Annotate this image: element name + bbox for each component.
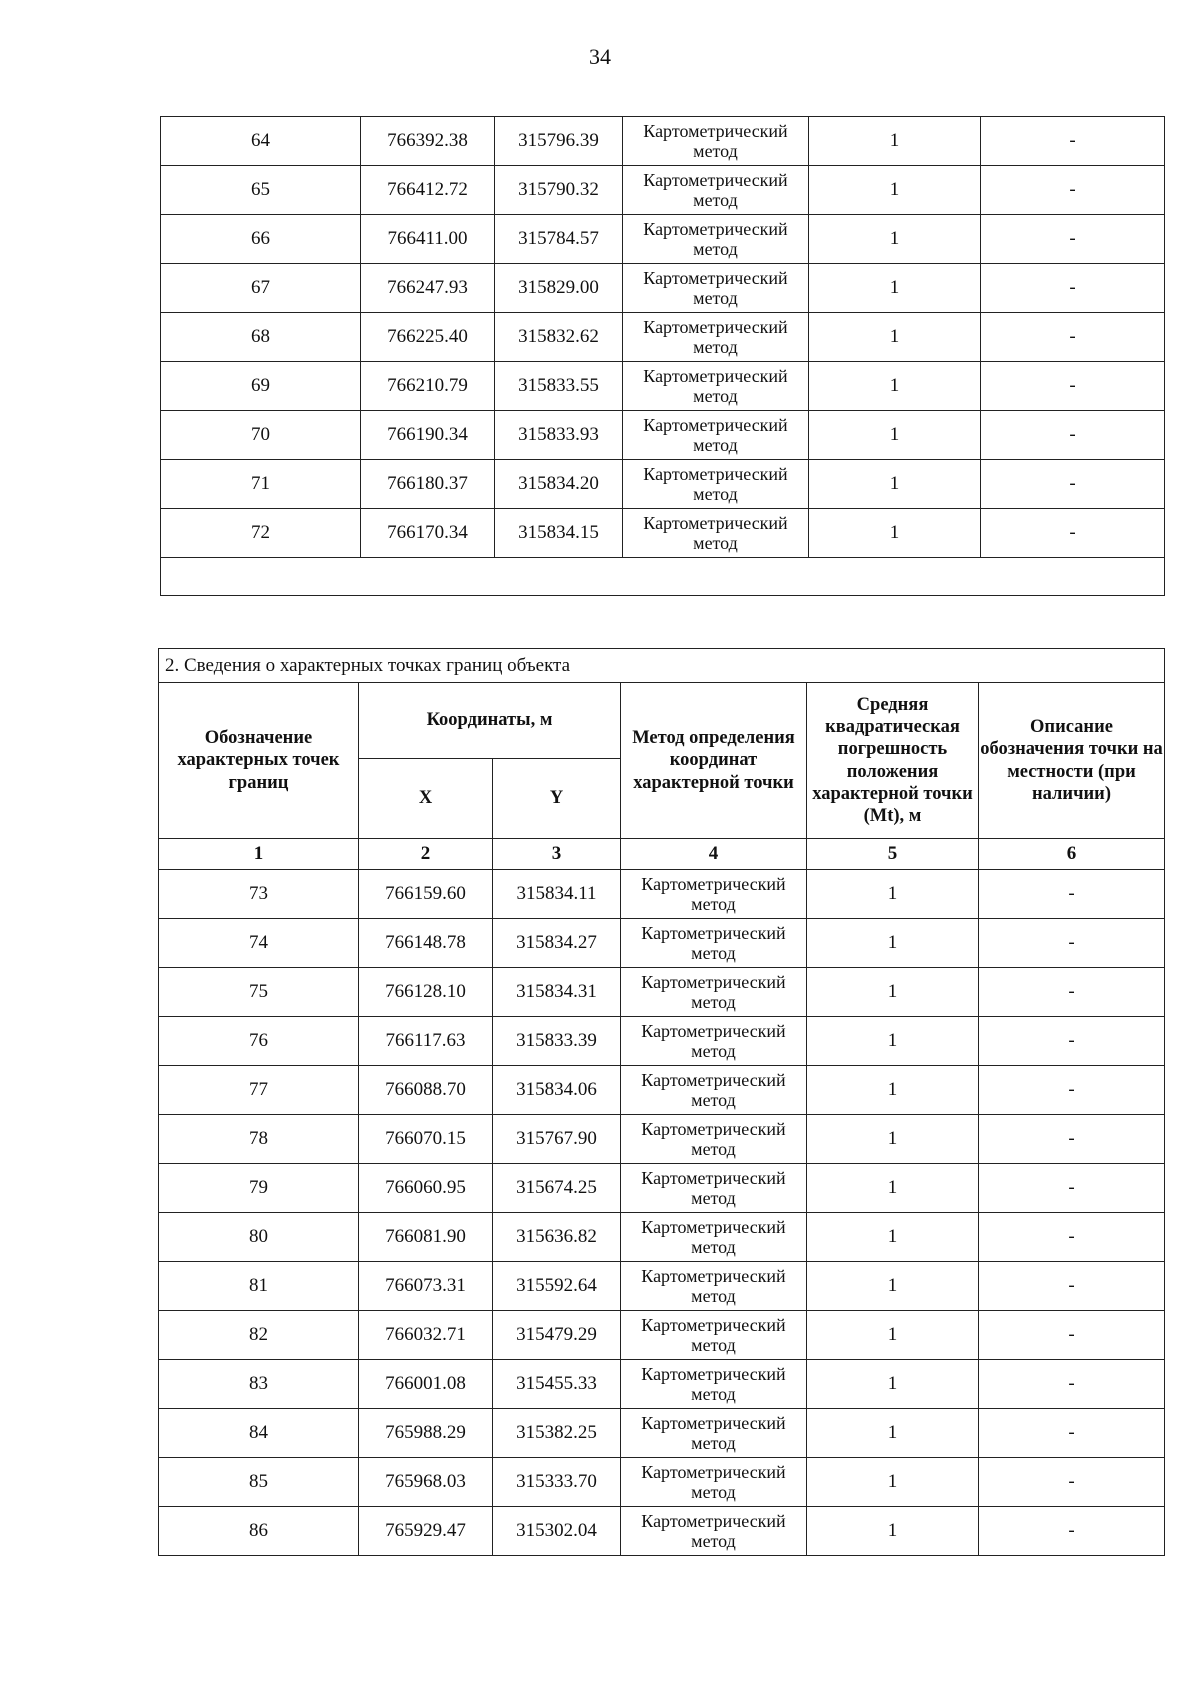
table-row [161,117,1165,166]
header-x: X [359,759,493,839]
method-cell: Картометрический метод [621,1262,807,1311]
mt-cell: 1 [807,1458,979,1507]
coord-y-cell: 315834.27 [493,919,621,968]
method-cell: Картометрический метод [621,1164,807,1213]
description-cell: - [981,117,1165,166]
description-cell: - [979,870,1165,919]
coord-x-cell: 766148.78 [359,919,493,968]
header-description: Описание обозначения точки на местности (при наличии) [979,683,1165,839]
table-header [159,649,1165,870]
coord-y-cell: 315382.25 [493,1409,621,1458]
coord-x-cell: 766081.90 [359,1213,493,1262]
description-cell: - [979,1458,1165,1507]
boundary-points-table [158,648,1165,1556]
mt-cell: 1 [809,264,981,313]
point-number-cell: 74 [159,919,359,968]
header-y: Y [493,759,621,839]
method-cell: Картометрический метод [621,1409,807,1458]
method-cell: Картометрический метод [621,1507,807,1556]
mt-cell: 1 [809,117,981,166]
mt-cell: 1 [807,1213,979,1262]
method-cell: Картометрический метод [623,215,809,264]
point-number-cell: 75 [159,968,359,1017]
method-cell: Картометрический метод [623,117,809,166]
coord-y-cell: 315834.31 [493,968,621,1017]
coord-x-cell: 766190.34 [361,411,495,460]
coord-y-cell: 315784.57 [495,215,623,264]
description-cell: - [979,1507,1165,1556]
coord-y-cell: 315790.32 [495,166,623,215]
coord-y-cell: 315834.06 [493,1066,621,1115]
mt-cell: 1 [809,362,981,411]
method-cell: Картометрический метод [623,411,809,460]
method-cell: Картометрический метод [621,1115,807,1164]
column-numbers-row [159,839,1165,870]
mt-cell: 1 [809,166,981,215]
coord-y-cell: 315796.39 [495,117,623,166]
coord-x-cell: 766392.38 [361,117,495,166]
description-cell: - [979,1262,1165,1311]
mt-cell: 1 [807,1311,979,1360]
empty-row [161,558,1165,596]
table-row [161,509,1165,558]
description-cell: - [981,509,1165,558]
coord-y-cell: 315834.11 [493,870,621,919]
coord-x-cell: 766070.15 [359,1115,493,1164]
method-cell: Картометрический метод [623,460,809,509]
description-cell: - [981,166,1165,215]
table-row [159,1409,1165,1458]
method-cell: Картометрический метод [621,1017,807,1066]
table-row [161,166,1165,215]
coord-x-cell: 766180.37 [361,460,495,509]
mt-cell: 1 [809,411,981,460]
table-row [159,1262,1165,1311]
description-cell: - [979,1213,1165,1262]
mt-cell: 1 [809,313,981,362]
method-cell: Картометрический метод [621,1360,807,1409]
table-body [161,117,1165,596]
table-row [161,411,1165,460]
description-cell: - [979,1017,1165,1066]
mt-cell: 1 [807,1164,979,1213]
description-cell: - [979,968,1165,1017]
point-number-cell: 67 [161,264,361,313]
table-body [159,870,1165,1556]
coord-y-cell: 315455.33 [493,1360,621,1409]
mt-cell: 1 [807,1507,979,1556]
table-row [159,1458,1165,1507]
coord-y-cell: 315674.25 [493,1164,621,1213]
coord-y-cell: 315833.55 [495,362,623,411]
description-cell: - [979,1360,1165,1409]
description-cell: - [981,264,1165,313]
method-cell: Картометрический метод [621,968,807,1017]
coord-x-cell: 766001.08 [359,1360,493,1409]
point-number-cell: 70 [161,411,361,460]
method-cell: Картометрический метод [621,1458,807,1507]
mt-cell: 1 [807,1409,979,1458]
description-cell: - [979,1115,1165,1164]
point-number-cell: 80 [159,1213,359,1262]
coord-x-cell: 766159.60 [359,870,493,919]
coord-x-cell: 766247.93 [361,264,495,313]
point-number-cell: 81 [159,1262,359,1311]
description-cell: - [981,460,1165,509]
point-number-cell: 79 [159,1164,359,1213]
table-row [159,1066,1165,1115]
coord-y-cell: 315479.29 [493,1311,621,1360]
table-row [161,460,1165,509]
table-row [161,215,1165,264]
coord-x-cell: 765968.03 [359,1458,493,1507]
header-mt: Средняя квадратическая погрешность положения характерной точки (Mt), м [807,683,979,839]
point-number-cell: 64 [161,117,361,166]
table-row [159,1164,1165,1213]
coord-x-cell: 766117.63 [359,1017,493,1066]
coord-y-cell: 315333.70 [493,1458,621,1507]
description-cell: - [979,1311,1165,1360]
method-cell: Картометрический метод [621,870,807,919]
mt-cell: 1 [807,1066,979,1115]
coord-x-cell: 766225.40 [361,313,495,362]
column-number: 2 [359,839,493,870]
method-cell: Картометрический метод [623,264,809,313]
coord-y-cell: 315832.62 [495,313,623,362]
point-number-cell: 65 [161,166,361,215]
method-cell: Картометрический метод [623,362,809,411]
method-cell: Картометрический метод [621,1213,807,1262]
table-row [161,362,1165,411]
coord-y-cell: 315302.04 [493,1507,621,1556]
table-row [159,1360,1165,1409]
description-cell: - [979,919,1165,968]
coord-x-cell: 766032.71 [359,1311,493,1360]
coord-x-cell: 766170.34 [361,509,495,558]
point-number-cell: 69 [161,362,361,411]
method-cell: Картометрический метод [623,166,809,215]
coord-y-cell: 315834.20 [495,460,623,509]
point-number-cell: 84 [159,1409,359,1458]
mt-cell: 1 [807,919,979,968]
boundary-points-table-continued [160,116,1165,596]
method-cell: Картометрический метод [623,509,809,558]
mt-cell: 1 [807,968,979,1017]
point-number-cell: 86 [159,1507,359,1556]
table-caption: 2. Сведения о характерных точках границ объекта [159,649,1165,683]
mt-cell: 1 [809,460,981,509]
table-row [159,1311,1165,1360]
table-row [159,919,1165,968]
coord-x-cell: 766412.72 [361,166,495,215]
column-number: 1 [159,839,359,870]
column-number: 5 [807,839,979,870]
description-cell: - [981,313,1165,362]
point-number-cell: 76 [159,1017,359,1066]
column-number: 3 [493,839,621,870]
point-number-cell: 72 [161,509,361,558]
coord-x-cell: 766210.79 [361,362,495,411]
coord-y-cell: 315833.39 [493,1017,621,1066]
coord-x-cell: 766060.95 [359,1164,493,1213]
table-row [161,264,1165,313]
table-row [159,1507,1165,1556]
point-number-cell: 68 [161,313,361,362]
coord-y-cell: 315833.93 [495,411,623,460]
description-cell: - [981,411,1165,460]
mt-cell: 1 [807,870,979,919]
coord-x-cell: 766128.10 [359,968,493,1017]
description-cell: - [981,215,1165,264]
coord-x-cell: 765988.29 [359,1409,493,1458]
page-number: 34 [589,44,611,69]
coord-x-cell: 766073.31 [359,1262,493,1311]
header-designation: Обозначение характерных точек границ [159,683,359,839]
description-cell: - [979,1409,1165,1458]
point-number-cell: 71 [161,460,361,509]
point-number-cell: 77 [159,1066,359,1115]
method-cell: Картометрический метод [621,919,807,968]
point-number-cell: 85 [159,1458,359,1507]
mt-cell: 1 [809,509,981,558]
method-cell: Картометрический метод [621,1311,807,1360]
table-row [159,968,1165,1017]
coord-y-cell: 315592.64 [493,1262,621,1311]
table-row [159,1017,1165,1066]
point-number-cell: 83 [159,1360,359,1409]
mt-cell: 1 [807,1017,979,1066]
point-number-cell: 78 [159,1115,359,1164]
mt-cell: 1 [809,215,981,264]
description-cell: - [979,1164,1165,1213]
point-number-cell: 82 [159,1311,359,1360]
table-row [159,1115,1165,1164]
coord-x-cell: 765929.47 [359,1507,493,1556]
point-number-cell: 73 [159,870,359,919]
description-cell: - [981,362,1165,411]
coord-y-cell: 315636.82 [493,1213,621,1262]
method-cell: Картометрический метод [623,313,809,362]
column-number: 6 [979,839,1165,870]
header-method: Метод определения координат характерной точки [621,683,807,839]
mt-cell: 1 [807,1115,979,1164]
description-cell: - [979,1066,1165,1115]
point-number-cell: 66 [161,215,361,264]
table-row [161,313,1165,362]
coord-y-cell: 315834.15 [495,509,623,558]
mt-cell: 1 [807,1262,979,1311]
table-row [159,1213,1165,1262]
coord-y-cell: 315829.00 [495,264,623,313]
coord-x-cell: 766088.70 [359,1066,493,1115]
method-cell: Картометрический метод [621,1066,807,1115]
empty-cell [161,558,1165,596]
column-number: 4 [621,839,807,870]
mt-cell: 1 [807,1360,979,1409]
coord-x-cell: 766411.00 [361,215,495,264]
table-row [159,870,1165,919]
header-coordinates: Координаты, м [359,683,621,759]
coord-y-cell: 315767.90 [493,1115,621,1164]
